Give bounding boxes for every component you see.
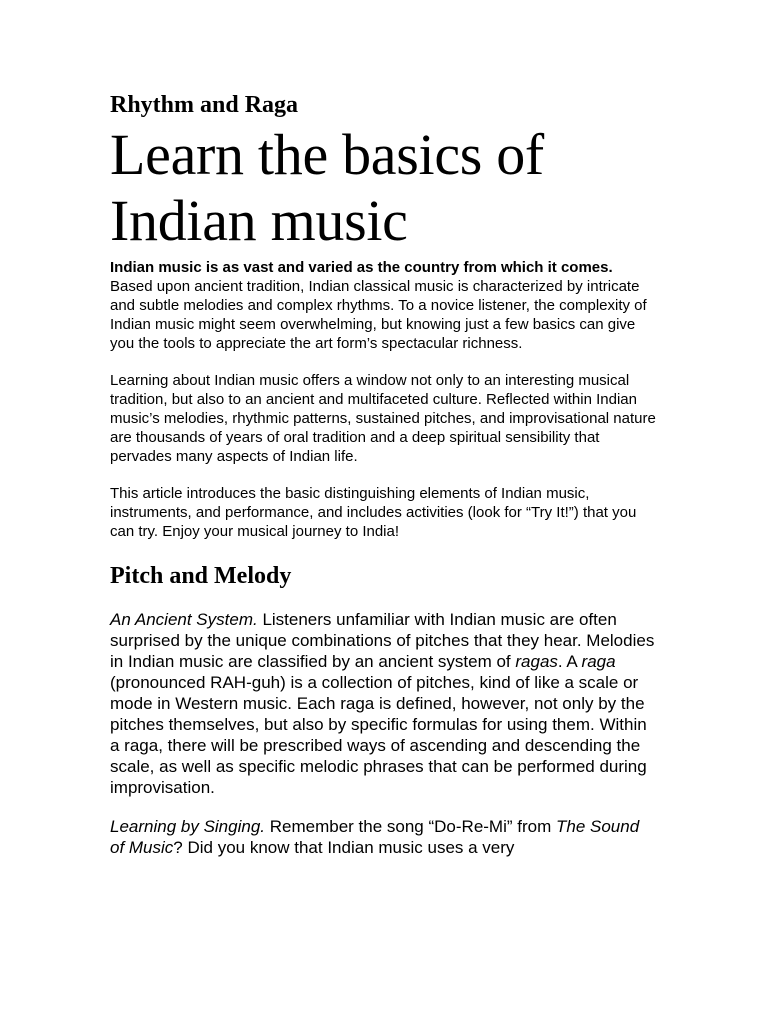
singing-text-1: Remember the song “Do-Re-Mi” from (265, 817, 556, 836)
term-raga: raga (581, 652, 616, 671)
ancient-system-label: An Ancient System. (110, 610, 258, 629)
ancient-text-3: (pronounced RAH-guh) is a collection of pitches, kind of like a scale or mode in Western music. Each raga is defined, however, not only by the pitches themselves, but also by specific formulas for using them. Within a raga, there will be prescribed ways of ascending and descending the scale, as well as specific melodic phrases that can be performed during improvisation. (110, 673, 647, 797)
kicker-heading: Rhythm and Raga (110, 92, 299, 118)
paragraph-3 (110, 484, 658, 541)
term-ragas: ragas (515, 652, 558, 671)
ancient-text-1: Listeners unfamiliar with Indian music are often surprised by the unique combinations of pitches that they hear. Melodies in Indian music are classified by an ancient system of (110, 610, 655, 671)
section-heading-pitch-melody: Pitch and Melody (110, 563, 292, 589)
paragraph-2 (110, 371, 658, 466)
ancient-text-2: . A (557, 652, 582, 671)
intro-lead-rest: Based upon ancient tradition, Indian classical music is characterized by intricate and subtle melodies and complex rhythms. To a novice listener, the complexity of Indian music might seem overwhelming, but knowing just a few basics can give you the tools to appreciate the art form’s spectacular richness. (110, 278, 647, 352)
document-page (110, 90, 658, 858)
singing-text-2: ? Did you know that Indian music uses a very (173, 838, 515, 857)
page-title: Learn the basics of Indian music (110, 122, 544, 253)
ancient-system-paragraph (110, 609, 658, 798)
paragraph-2-text: Learning about Indian music offers a window not only to an interesting musical tradition, but also to an ancient and multifaceted culture. Reflected within Indian music’s melodies, rhythmic patterns, sustained pitches, and improvisational nature are thousands of years of oral tradition and a deep spiritual sensibility that pervades many aspects of Indian life. (110, 372, 656, 465)
paragraph-3-text: This article introduces the basic distinguishing elements of Indian music, instruments, and performance, and includes activities (look for “Try It!”) that you can try. Enjoy your musical journey to India! (110, 485, 637, 540)
intro-paragraph (110, 258, 658, 353)
learning-by-singing-paragraph (110, 816, 658, 858)
learning-singing-label: Learning by Singing. (110, 817, 266, 836)
work-title-sound-of-music: The Sound of Music (110, 817, 640, 857)
intro-lead-bold: Indian music is as vast and varied as the country from which it comes. (110, 259, 613, 276)
